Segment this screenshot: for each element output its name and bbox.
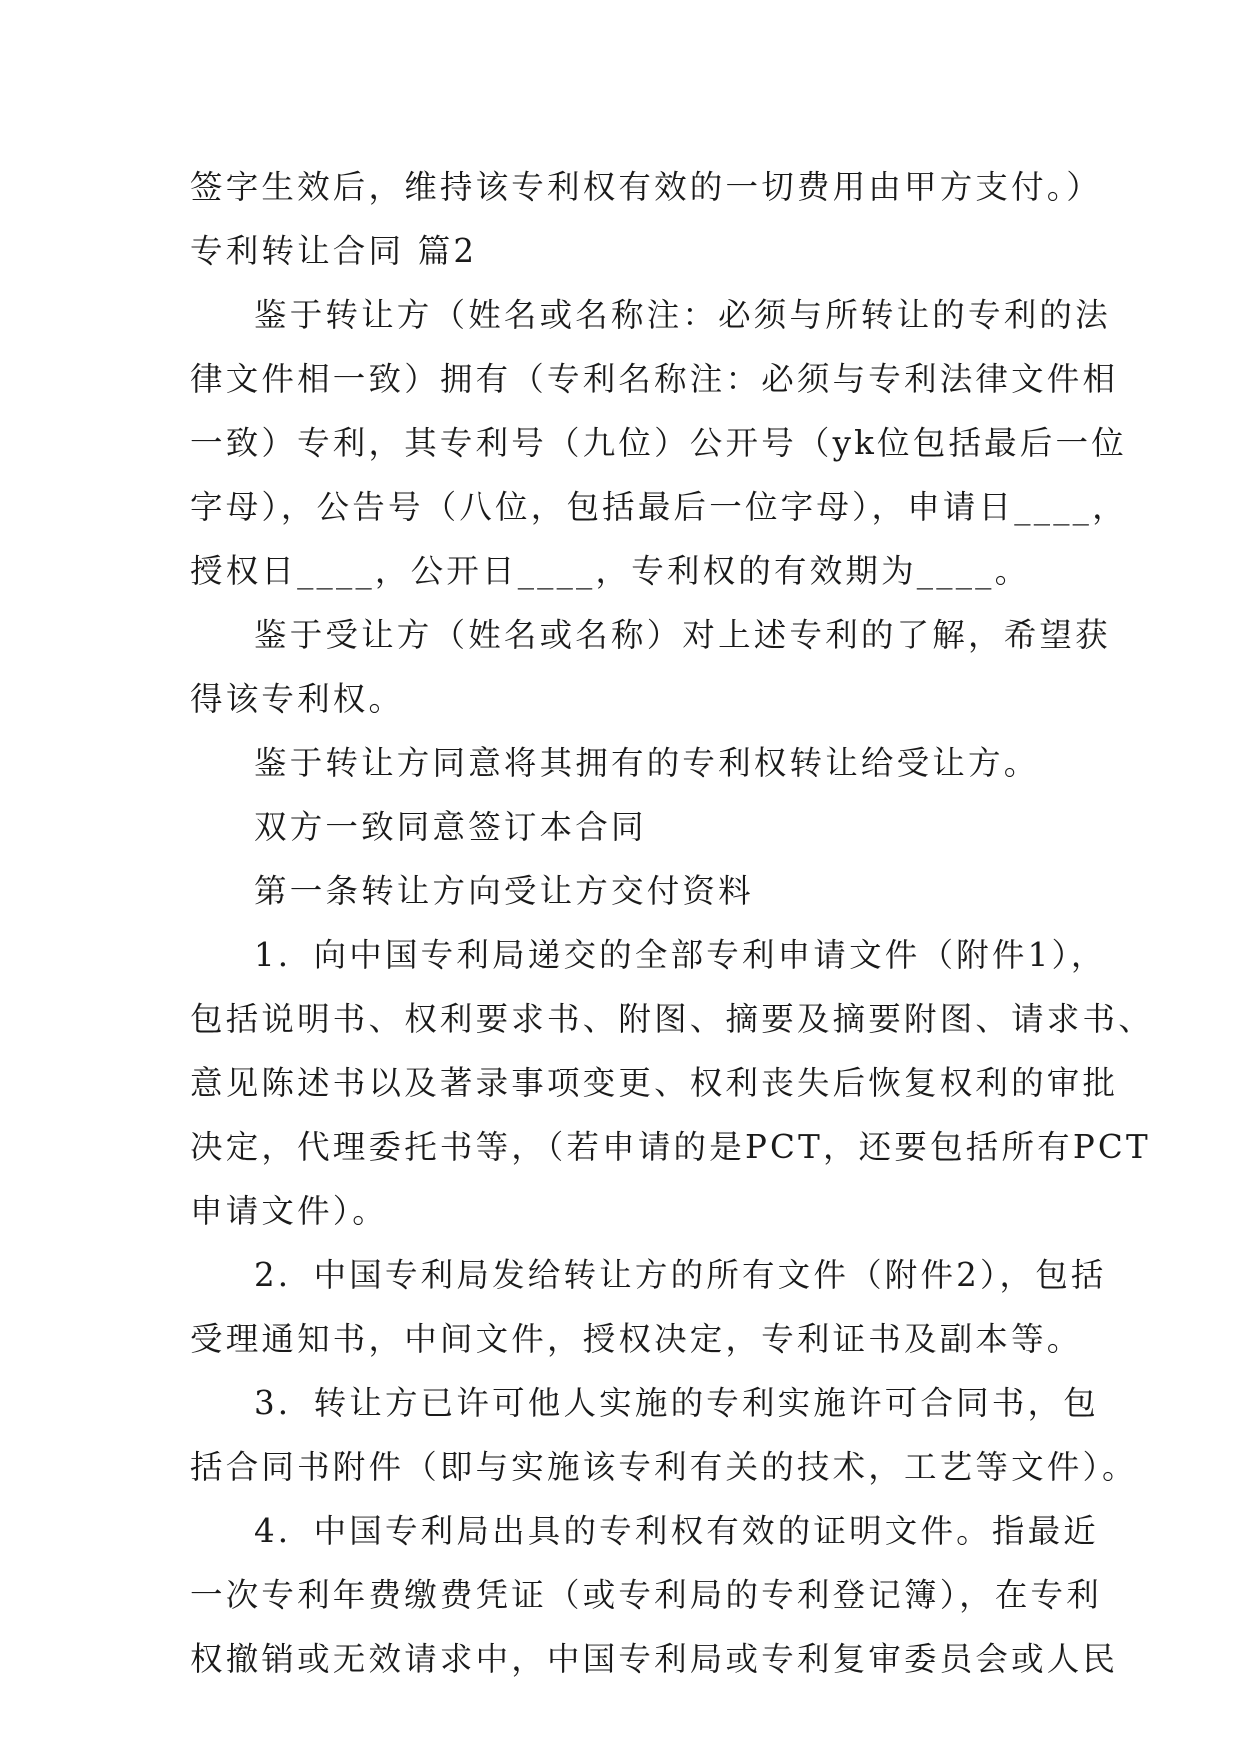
text-line: 一致）专利，其专利号（九位）公开号（yk位包括最后一位	[190, 424, 1127, 462]
text-line: 一次专利年费缴费凭证（或专利局的专利登记簿），在专利	[190, 1576, 1102, 1614]
text-line: 权撤销或无效请求中，中国专利局或专利复审委员会或人民	[190, 1640, 1119, 1678]
list-item: 1．向中国专利局递交的全部专利申请文件（附件1），	[254, 936, 1107, 974]
text-line: 双方一致同意签订本合同	[254, 808, 647, 846]
text-line: 授权日____，公开日____，专利权的有效期为____。	[190, 552, 1031, 590]
text-line: 受理通知书，中间文件，授权决定，专利证书及副本等。	[190, 1320, 1083, 1358]
list-item: 3．转让方已许可他人实施的专利实施许可合同书，包	[254, 1384, 1099, 1422]
text-line: 字母），公告号（八位，包括最后一位字母），申请日____，	[190, 488, 1128, 526]
text-line: 签字生效后，维持该专利权有效的一切费用由甲方支付。）	[190, 168, 1102, 206]
text-line: 得该专利权。	[190, 680, 405, 718]
text-line: 决定，代理委托书等，（若申请的是PCT，还要包括所有PCT	[190, 1128, 1151, 1166]
section-heading: 专利转让合同 篇2	[190, 232, 478, 270]
text-line: 律文件相一致）拥有（专利名称注：必须与专利法律文件相	[190, 360, 1119, 398]
text-line: 鉴于转让方（姓名或名称注：必须与所转让的专利的法	[254, 296, 1111, 334]
text-line: 意见陈述书以及著录事项变更、权利丧失后恢复权利的审批	[190, 1064, 1119, 1102]
text-line: 鉴于转让方同意将其拥有的专利权转让给受让方。	[254, 744, 1040, 782]
list-item: 2．中国专利局发给转让方的所有文件（附件2），包括	[254, 1256, 1107, 1294]
text-line: 包括说明书、权利要求书、附图、摘要及摘要附图、请求书、	[190, 1000, 1154, 1038]
list-item: 4．中国专利局出具的专利权有效的证明文件。指最近	[254, 1512, 1099, 1550]
text-line: 申请文件）。	[190, 1192, 388, 1230]
text-line: 括合同书附件（即与实施该专利有关的技术，工艺等文件）。	[190, 1448, 1138, 1486]
article-heading: 第一条转让方向受让方交付资料	[254, 872, 754, 910]
text-line: 鉴于受让方（姓名或名称）对上述专利的了解，希望获	[254, 616, 1111, 654]
